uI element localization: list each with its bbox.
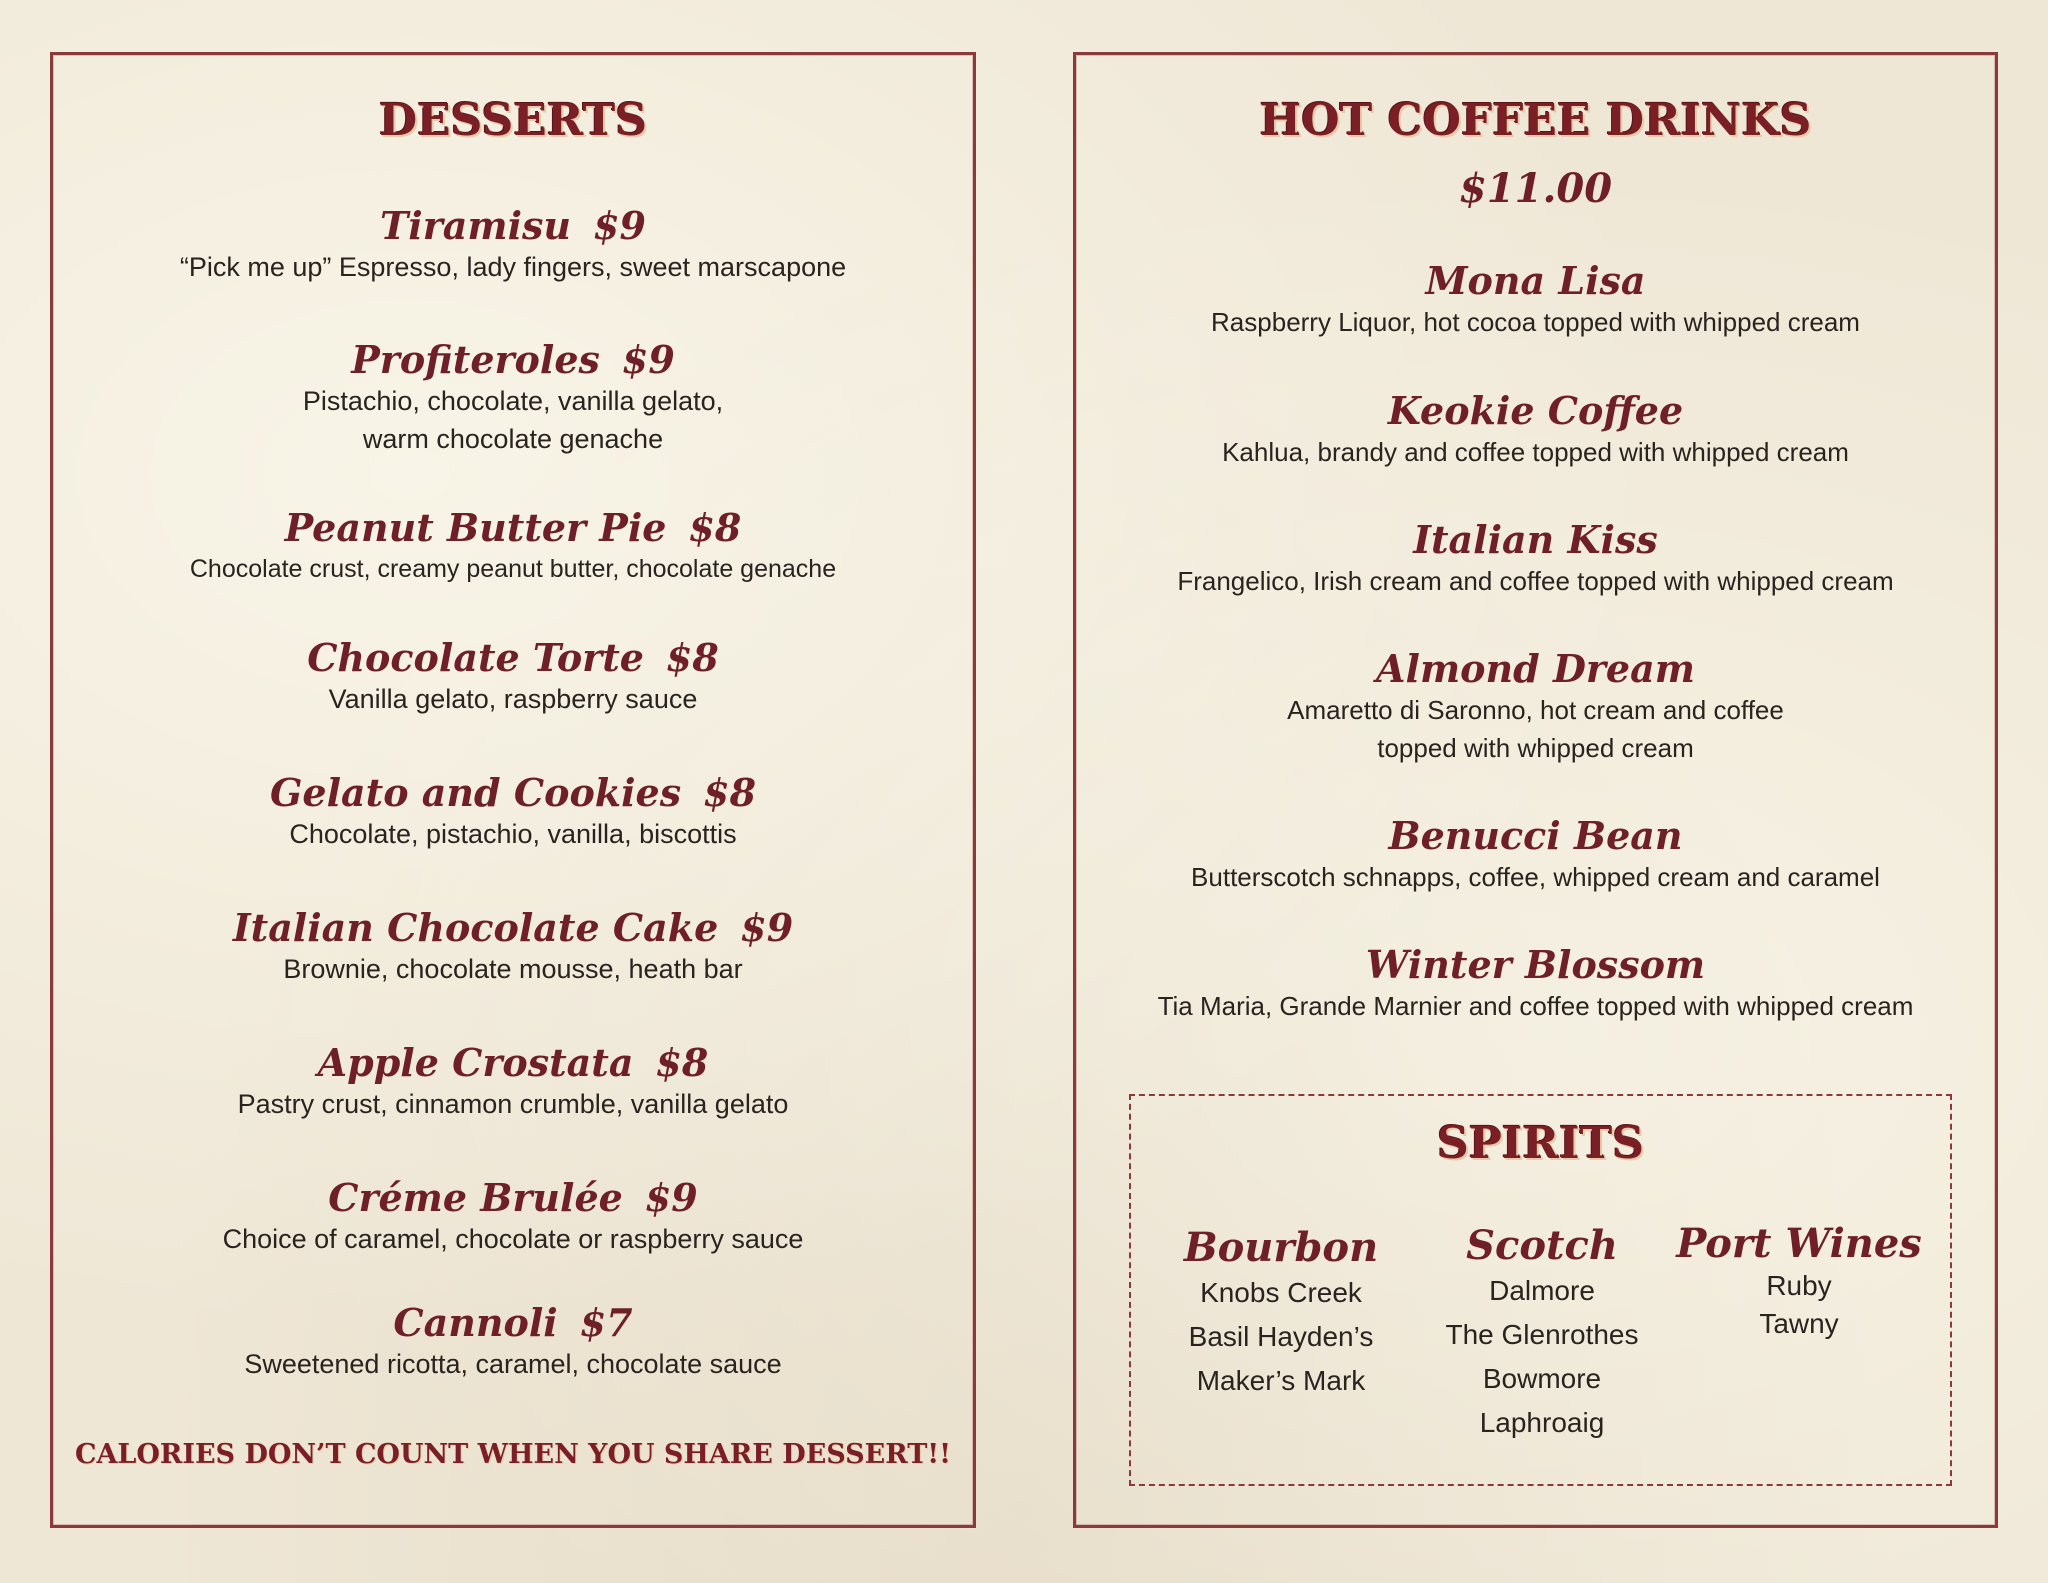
spirits-column-port-wines: [1649, 1220, 1949, 1343]
dessert-item-tiramisu: [53, 203, 973, 286]
item-name: Italian Chocolate Cake: [232, 905, 719, 950]
coffee-item-benucci-bean: [1076, 813, 1995, 896]
item-description: Amaretto di Saronno, hot cream and coffee: [1287, 695, 1784, 725]
coffee-title: HOT COFFEE DRINKS: [1259, 95, 1812, 146]
spirit-item: Dalmore: [1489, 1275, 1595, 1306]
spirit-item: Knobs Creek: [1200, 1277, 1362, 1308]
item-description: Pastry crust, cinnamon crumble, vanilla gelato: [237, 1089, 789, 1119]
spirits-title: SPIRITS: [1436, 1118, 1645, 1169]
item-description: Sweetened ricotta, caramel, chocolate sauce: [244, 1349, 782, 1379]
item-description: Chocolate, pistachio, vanilla, biscottis: [289, 819, 737, 849]
item-name: Peanut Butter Pie: [284, 505, 667, 550]
item-name: Créme Brulée: [328, 1175, 623, 1220]
item-description-line-2: topped with whipped cream: [1377, 733, 1694, 763]
item-description: Kahlua, brandy and coffee topped with whipped cream: [1222, 437, 1849, 467]
item-price: $9: [621, 337, 675, 382]
desserts-title: DESSERTS: [378, 95, 648, 146]
item-description: Vanilla gelato, raspberry sauce: [328, 684, 698, 714]
spirits-column-scotch: [1392, 1222, 1692, 1445]
item-description: “Pick me up” Espresso, lady fingers, sweet marscapone: [179, 252, 847, 282]
item-price: $8: [665, 635, 719, 680]
coffee-item-almond-dream: [1076, 646, 1995, 767]
item-price: $9: [593, 203, 646, 248]
coffee-price: $11.00: [1458, 165, 1613, 212]
item-name: Profiteroles: [351, 337, 600, 382]
item-name: Keokie Coffee: [1387, 388, 1684, 433]
item-description: Butterscotch schnapps, coffee, whipped cream and caramel: [1191, 862, 1880, 892]
item-name: Gelato and Cookies: [269, 770, 682, 815]
item-price: $8: [688, 505, 742, 550]
item-name: Tiramisu: [380, 203, 572, 248]
item-name: Benucci Bean: [1388, 813, 1683, 858]
spirit-item: Laphroaig: [1479, 1407, 1605, 1438]
item-price: $8: [703, 770, 757, 815]
item-price: $7: [579, 1300, 633, 1345]
item-description: Raspberry Liquor, hot cocoa topped with whipped cream: [1211, 307, 1860, 337]
item-name: Winter Blossom: [1365, 942, 1706, 987]
item-description: Tia Maria, Grande Marnier and coffee topped with whipped cream: [1157, 991, 1914, 1021]
item-name: Almond Dream: [1376, 646, 1695, 691]
item-name: Mona Lisa: [1425, 258, 1646, 303]
item-price: $9: [740, 905, 794, 950]
item-description: Choice of caramel, chocolate or raspberry sauce: [222, 1224, 804, 1254]
item-description: Frangelico, Irish cream and coffee topped with whipped cream: [1177, 566, 1894, 596]
item-price: $9: [644, 1175, 698, 1220]
item-name: Chocolate Torte: [307, 635, 644, 680]
item-name: Cannoli: [393, 1300, 558, 1345]
coffee-item-italian-kiss: [1076, 517, 1995, 600]
item-description: Chocolate crust, creamy peanut butter, chocolate genache: [189, 555, 837, 583]
dessert-item-apple-crostata: [53, 1040, 973, 1123]
item-name: Italian Kiss: [1413, 517, 1658, 562]
item-name: Apple Crostata: [317, 1040, 634, 1085]
item-description: Brownie, chocolate mousse, heath bar: [283, 954, 743, 984]
dessert-item-peanut-butter-pie: [53, 505, 973, 588]
spirits-box: [1129, 1094, 1952, 1486]
dessert-item-cannoli: [53, 1300, 973, 1383]
spirit-item: Bowmore: [1482, 1363, 1602, 1394]
spirit-item: Ruby: [1766, 1270, 1832, 1301]
dessert-item-gelato-and-cookies: [53, 770, 973, 853]
item-description: Pistachio, chocolate, vanilla gelato,: [302, 386, 724, 416]
spirit-heading: Scotch: [1466, 1222, 1618, 1269]
dessert-tagline: CALORIES DON’T COUNT WHEN YOU SHARE DESSERT!!: [74, 1439, 952, 1470]
dessert-item-creme-brulee: [53, 1175, 973, 1258]
spirit-heading: Port Wines: [1676, 1220, 1922, 1267]
coffee-item-winter-blossom: [1076, 942, 1995, 1025]
spirit-heading: Bourbon: [1183, 1224, 1379, 1271]
dessert-item-chocolate-torte: [53, 635, 973, 718]
spirit-item: Basil Hayden’s: [1188, 1321, 1374, 1352]
spirit-item: The Glenrothes: [1445, 1319, 1639, 1350]
coffee-item-keokie-coffee: [1076, 388, 1995, 471]
coffee-item-mona-lisa: [1076, 258, 1995, 341]
item-price: $8: [655, 1040, 709, 1085]
dessert-item-profiteroles: [53, 337, 973, 458]
desserts-panel: [50, 52, 976, 1528]
dessert-item-italian-chocolate-cake: [53, 905, 973, 988]
spirits-column-bourbon: [1131, 1224, 1431, 1403]
spirit-item: Tawny: [1759, 1308, 1839, 1339]
item-description-line-2: warm chocolate genache: [362, 424, 664, 454]
spirit-item: Maker’s Mark: [1196, 1365, 1366, 1396]
